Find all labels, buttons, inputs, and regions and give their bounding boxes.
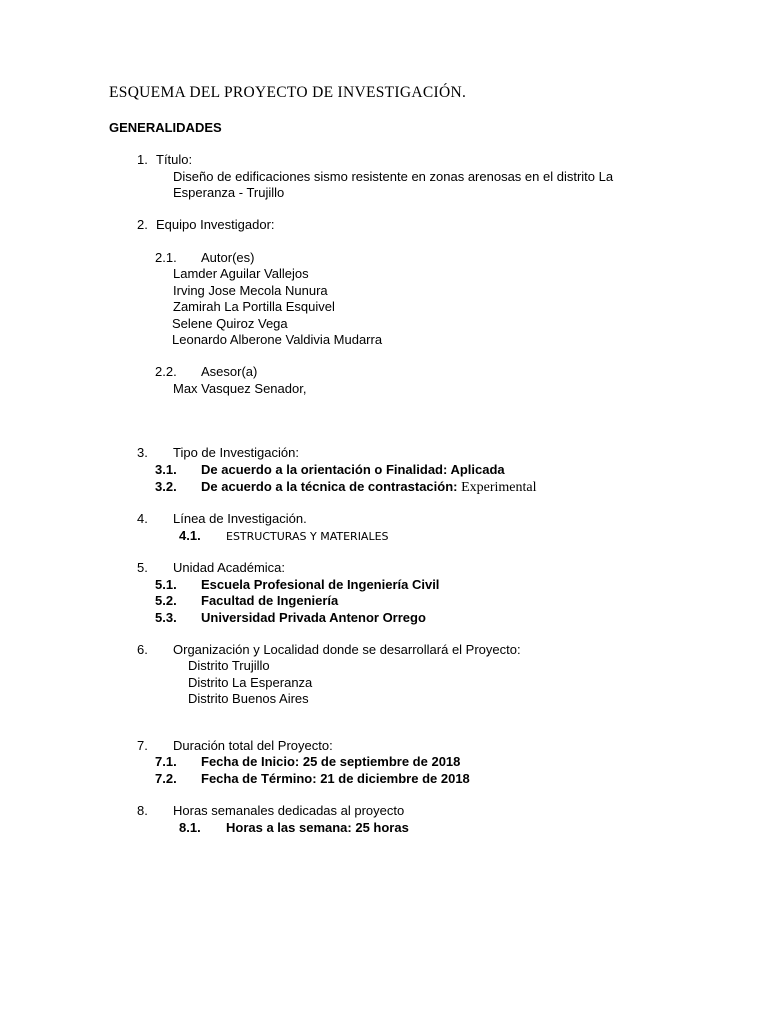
item-5-3-number: 5.3. — [155, 610, 177, 625]
project-title-line-1: Diseño de edificaciones sismo resistente en zonas arenosas en el distrito La — [173, 169, 614, 184]
item-2-1-number: 2.1. — [155, 250, 177, 265]
item-3-1-number: 3.1. — [155, 462, 177, 477]
item-5-3-text: Universidad Privada Antenor Orrego — [201, 610, 426, 625]
item-5-1-number: 5.1. — [155, 577, 177, 592]
district-2: Distrito La Esperanza — [188, 675, 313, 690]
item-4-1-number: 4.1. — [179, 528, 201, 543]
district-3: Distrito Buenos Aires — [188, 691, 309, 706]
item-4-number: 4. — [137, 511, 148, 526]
author-4: Selene Quiroz Vega — [172, 316, 288, 331]
project-title-line-2: Esperanza - Trujillo — [173, 185, 285, 200]
item-3-label: Tipo de Investigación: — [173, 445, 299, 460]
author-2: Irving Jose Mecola Nunura — [173, 283, 328, 298]
item-2-2-number: 2.2. — [155, 364, 177, 379]
item-2-1-label: Autor(es) — [201, 250, 255, 265]
item-3-2-label: De acuerdo a la técnica de contrastación: — [201, 479, 462, 494]
item-3-2-value: Experimental — [461, 480, 537, 495]
section-heading: GENERALIDADES — [109, 120, 222, 135]
author-1: Lamder Aguilar Vallejos — [173, 266, 309, 281]
item-5-1-text: Escuela Profesional de Ingeniería Civil — [201, 577, 440, 592]
item-8-1-number: 8.1. — [179, 820, 201, 835]
district-1: Distrito Trujillo — [188, 658, 270, 673]
author-3: Zamirah La Portilla Esquivel — [173, 299, 335, 314]
item-4-1-text: ESTRUCTURAS Y MATERIALES — [226, 530, 389, 543]
item-7-label: Duración total del Proyecto: — [173, 738, 333, 753]
item-8-number: 8. — [137, 803, 148, 818]
author-5: Leonardo Alberone Valdivia Mudarra — [172, 332, 383, 347]
item-3-number: 3. — [137, 445, 148, 460]
item-2-2-label: Asesor(a) — [201, 364, 258, 379]
item-5-2-number: 5.2. — [155, 593, 177, 608]
item-5-2-text: Facultad de Ingeniería — [201, 593, 339, 608]
item-5-number: 5. — [137, 560, 148, 575]
item-1-number: 1. — [137, 152, 148, 167]
item-1-label: Título: — [156, 152, 193, 167]
advisor-name: Max Vasquez Senador, — [173, 381, 307, 396]
item-6-number: 6. — [137, 642, 148, 657]
item-8-1-text: Horas a las semana: 25 horas — [226, 820, 409, 835]
item-6-label: Organización y Localidad donde se desarrollará el Proyecto: — [173, 642, 521, 657]
item-5-label: Unidad Académica: — [173, 560, 286, 575]
item-3-1-text: De acuerdo a la orientación o Finalidad: Aplicada — [201, 462, 505, 477]
item-7-2-number: 7.2. — [155, 771, 177, 786]
item-7-2-text: Fecha de Término: 21 de diciembre de 2018 — [201, 771, 470, 786]
item-2-label: Equipo Investigador: — [156, 217, 275, 232]
item-7-number: 7. — [137, 738, 148, 753]
document-title: ESQUEMA DEL PROYECTO DE INVESTIGACIÓN. — [109, 84, 467, 101]
item-7-1-number: 7.1. — [155, 754, 177, 769]
item-4-label: Línea de Investigación. — [173, 511, 307, 526]
item-8-label: Horas semanales dedicadas al proyecto — [173, 803, 405, 818]
item-2-number: 2. — [137, 217, 148, 232]
item-3-2-text — [201, 479, 537, 496]
item-7-1-text: Fecha de Inicio: 25 de septiembre de 2018 — [201, 754, 461, 769]
item-3-2-number: 3.2. — [155, 479, 177, 494]
